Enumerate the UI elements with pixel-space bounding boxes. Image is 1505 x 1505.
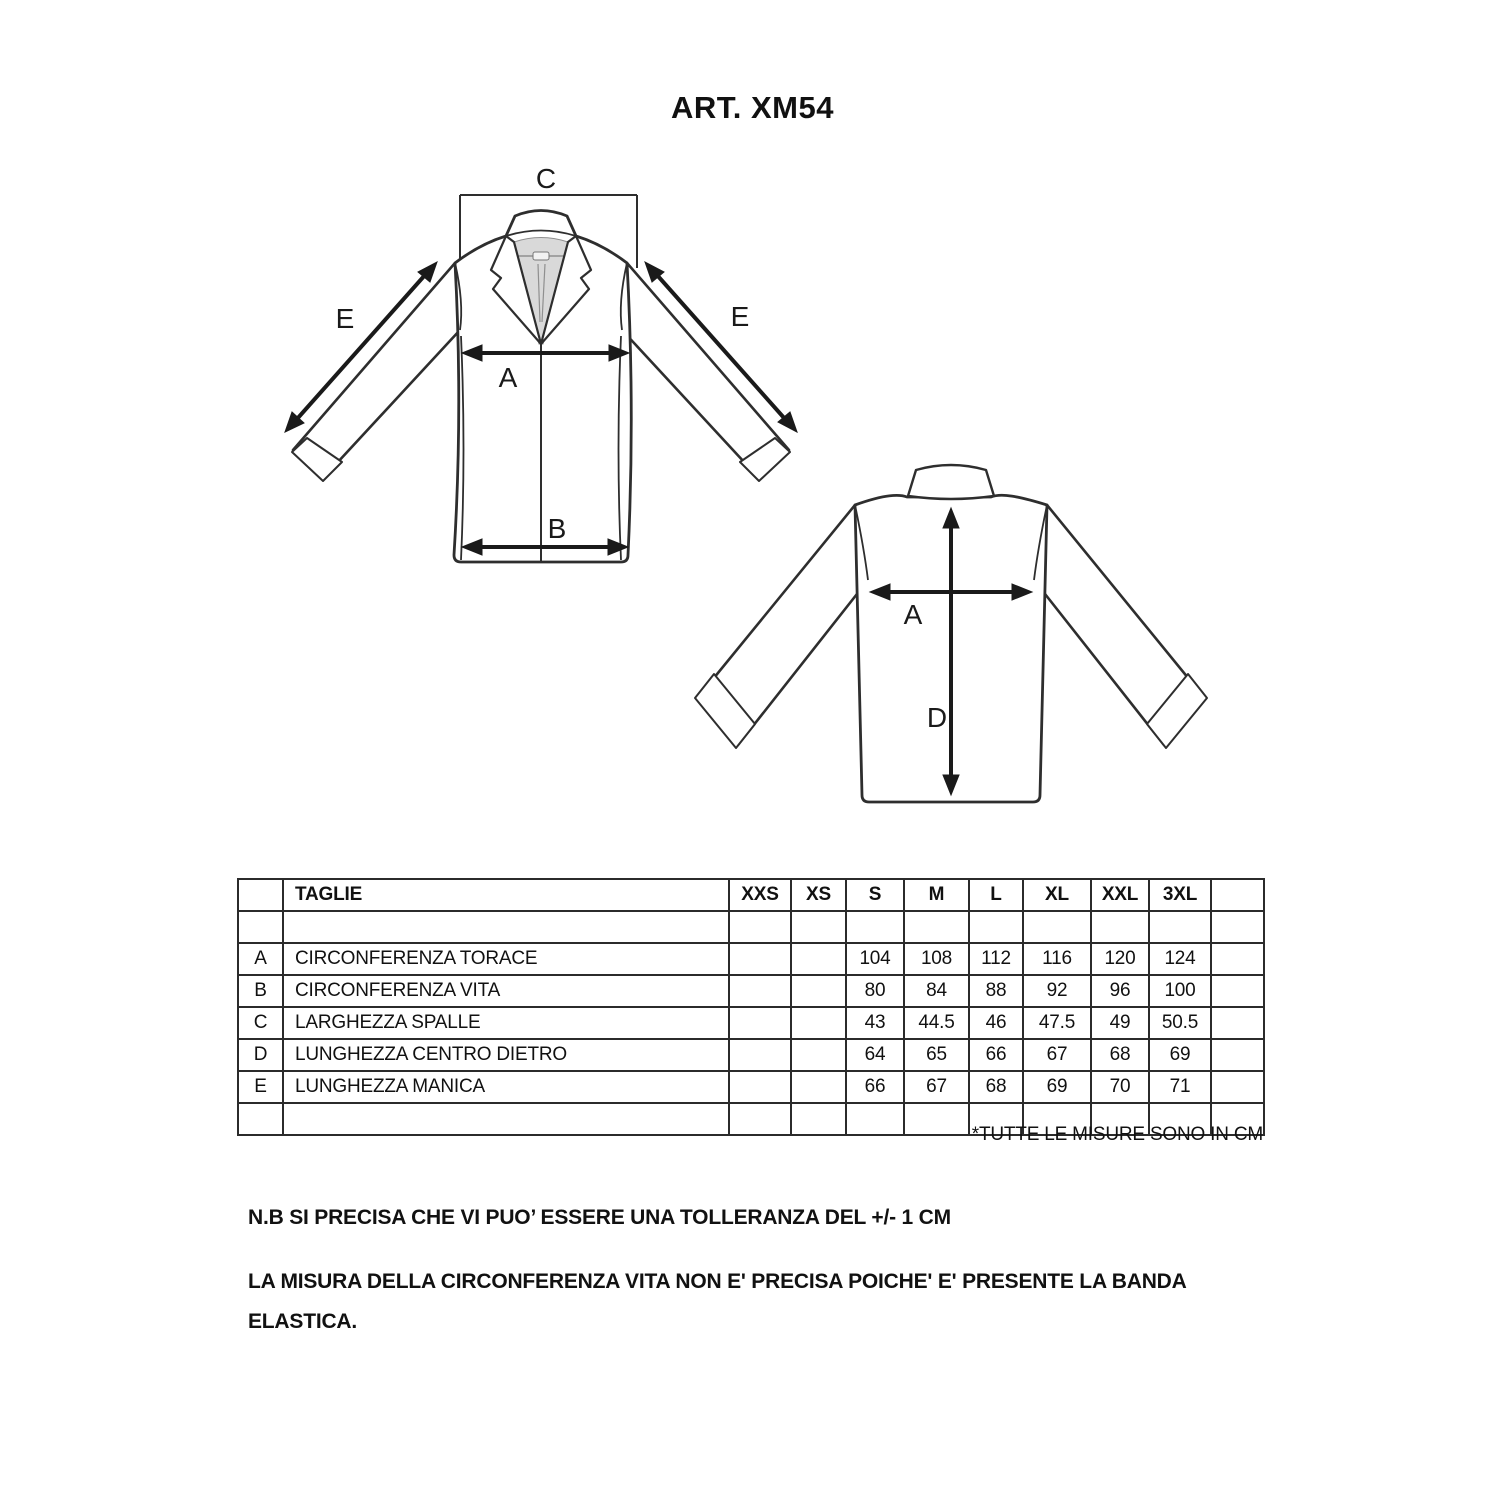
empty-cell <box>969 911 1023 943</box>
empty-cell <box>1211 879 1264 911</box>
label-waist-b: B <box>547 513 567 544</box>
empty-cell <box>729 911 791 943</box>
value-cell <box>791 943 846 975</box>
table-row-waist <box>238 975 1264 1007</box>
page-title: ART. XM54 <box>671 90 834 125</box>
row-label-cell: LUNGHEZZA MANICA <box>283 1071 729 1103</box>
value-cell: 112 <box>969 943 1023 975</box>
value-cell: 43 <box>846 1007 904 1039</box>
sizes-header-cell: TAGLIE <box>283 879 729 911</box>
label-shoulder-c: C <box>535 163 557 194</box>
back-view-diagram <box>695 465 1207 802</box>
value-cell <box>791 1007 846 1039</box>
table-row-shoulder <box>238 1007 1264 1039</box>
size-col-header-m: M <box>904 879 969 911</box>
row-label-cell: LARGHEZZA SPALLE <box>283 1007 729 1039</box>
value-cell <box>791 1039 846 1071</box>
row-key-cell: D <box>238 1039 283 1071</box>
label-chest-a-front: A <box>498 362 518 393</box>
size-col-header-xxs: XXS <box>729 879 791 911</box>
front-left-sleeve <box>293 263 460 463</box>
value-cell: 65 <box>904 1039 969 1071</box>
label-sleeve-e-right: E <box>730 301 750 332</box>
row-key-cell: B <box>238 975 283 1007</box>
tolerance-note: N.B SI PRECISA CHE VI PUO’ ESSERE UNA TOLLERANZA DEL +/- 1 CM <box>248 1206 951 1229</box>
table-header-row <box>238 879 1264 911</box>
value-cell: 67 <box>1023 1039 1091 1071</box>
empty-cell <box>1211 943 1264 975</box>
size-col-header-s: S <box>846 879 904 911</box>
value-cell: 96 <box>1091 975 1149 1007</box>
size-col-header-l: L <box>969 879 1023 911</box>
value-cell: 70 <box>1091 1071 1149 1103</box>
value-cell <box>791 1071 846 1103</box>
front-right-sleeve <box>622 263 789 463</box>
value-cell: 49 <box>1091 1007 1149 1039</box>
size-col-header-xxl: XXL <box>1091 879 1149 911</box>
value-cell: 47.5 <box>1023 1007 1091 1039</box>
row-label-cell: CIRCONFERENZA TORACE <box>283 943 729 975</box>
value-cell: 64 <box>846 1039 904 1071</box>
empty-cell <box>1211 975 1264 1007</box>
empty-cell <box>904 911 969 943</box>
value-cell: 84 <box>904 975 969 1007</box>
value-cell: 69 <box>1023 1071 1091 1103</box>
row-label-cell: CIRCONFERENZA VITA <box>283 975 729 1007</box>
empty-cell <box>791 911 846 943</box>
label-sleeve-e-left: E <box>335 303 355 334</box>
value-cell: 44.5 <box>904 1007 969 1039</box>
row-key-cell: C <box>238 1007 283 1039</box>
value-cell: 67 <box>904 1071 969 1103</box>
empty-cell <box>1149 911 1211 943</box>
value-cell: 100 <box>1149 975 1211 1007</box>
elastic-band-note: LA MISURA DELLA CIRCONFERENZA VITA NON E' PRECISA POICHE' E' PRESENTE LA BANDA ELASTICA. <box>248 1270 1186 1333</box>
value-cell: 116 <box>1023 943 1091 975</box>
value-cell: 50.5 <box>1149 1007 1211 1039</box>
back-collar <box>908 465 994 499</box>
table-row-back-length <box>238 1039 1264 1071</box>
value-cell: 66 <box>969 1039 1023 1071</box>
size-col-header-xl: XL <box>1023 879 1091 911</box>
neck-label-tab <box>533 252 549 260</box>
empty-cell <box>238 911 283 943</box>
row-key-cell: E <box>238 1071 283 1103</box>
row-label-cell: LUNGHEZZA CENTRO DIETRO <box>283 1039 729 1071</box>
corner-cell <box>238 879 283 911</box>
spacer-row <box>238 911 1264 943</box>
value-cell <box>729 975 791 1007</box>
label-chest-a-back: A <box>903 599 923 630</box>
row-key-cell: A <box>238 943 283 975</box>
size-table-section <box>237 878 1263 1136</box>
table-row-sleeve-length <box>238 1071 1264 1103</box>
empty-cell <box>283 911 729 943</box>
value-cell: 66 <box>846 1071 904 1103</box>
empty-cell <box>846 911 904 943</box>
size-col-header-3xl: 3XL <box>1149 879 1211 911</box>
value-cell: 80 <box>846 975 904 1007</box>
empty-cell <box>1211 1071 1264 1103</box>
value-cell: 104 <box>846 943 904 975</box>
value-cell: 108 <box>904 943 969 975</box>
value-cell <box>729 1007 791 1039</box>
empty-cell <box>1023 911 1091 943</box>
value-cell <box>729 1039 791 1071</box>
value-cell: 88 <box>969 975 1023 1007</box>
empty-cell <box>1211 1007 1264 1039</box>
label-back-length-d: D <box>926 702 948 733</box>
size-col-header-xs: XS <box>791 879 846 911</box>
value-cell <box>791 975 846 1007</box>
value-cell: 68 <box>969 1071 1023 1103</box>
empty-cell <box>1091 911 1149 943</box>
value-cell: 92 <box>1023 975 1091 1007</box>
units-footnote: *TUTTE LE MISURE SONO IN CM <box>971 1124 1263 1145</box>
value-cell: 68 <box>1091 1039 1149 1071</box>
front-view-diagram <box>285 163 797 562</box>
garment-measurement-diagram <box>250 150 1260 860</box>
empty-cell <box>1211 911 1264 943</box>
value-cell: 71 <box>1149 1071 1211 1103</box>
size-table <box>237 878 1265 1136</box>
value-cell: 69 <box>1149 1039 1211 1071</box>
empty-cell <box>1211 1039 1264 1071</box>
value-cell: 124 <box>1149 943 1211 975</box>
table-row-chest <box>238 943 1264 975</box>
value-cell <box>729 943 791 975</box>
value-cell <box>729 1071 791 1103</box>
value-cell: 46 <box>969 1007 1023 1039</box>
value-cell: 120 <box>1091 943 1149 975</box>
